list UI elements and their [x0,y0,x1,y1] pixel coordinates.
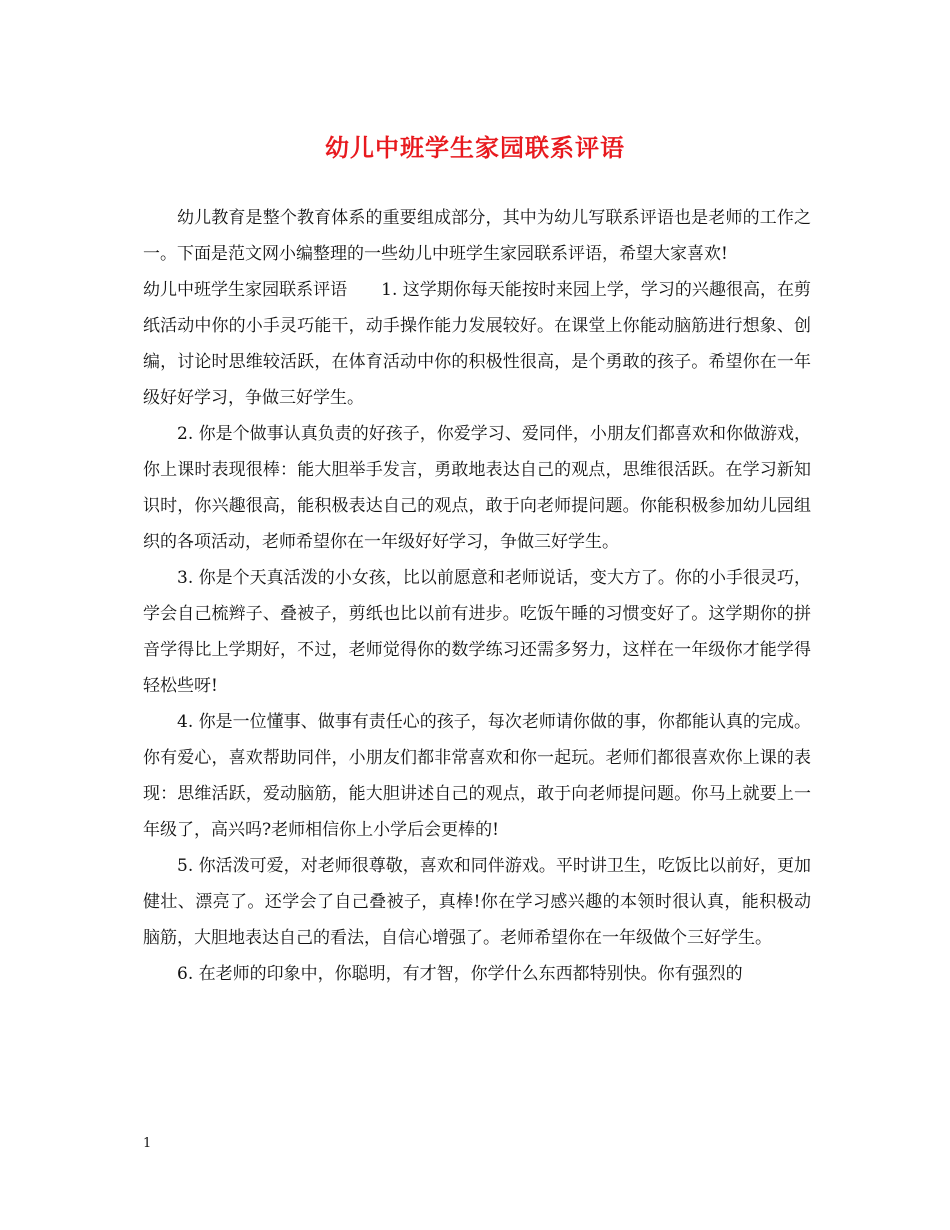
intro-paragraph: 幼儿教育是整个教育体系的重要组成部分，其中为幼儿写联系评语也是老师的工作之一。下面是范文网小编整理的一些幼儿中班学生家园联系评语，希望大家喜欢! [143,208,811,264]
first-item-paragraph [143,272,811,416]
comment-item-1: 1. 这学期你每天能按时来园上学，学习的兴趣很高，在剪纸活动中你的小手灵巧能干，动手操作能力发展较好。在课堂上你能动脑筋进行想象、创编，讨论时思维较活跃，在体育活动中你的积极性很高，是个勇敢的孩子。希望你在一年级好好学习，争做三好学生。 [143,280,811,408]
comment-item-4: 4. 你是一位懂事、做事有责任心的孩子，每次老师请你做的事，你都能认真的完成。你有爱心，喜欢帮助同伴，小朋友们都非常喜欢和你一起玩。老师们都很喜欢你上课的表现：思维活跃，爱动脑筋，能大胆讲述自己的观点，敢于向老师提问题。你马上就要上一年级了，高兴吗?老师相信你上小学后会更棒的! [143,712,811,840]
page-number: 1 [143,1136,152,1151]
document-title: 幼儿中班学生家园联系评语 [325,133,625,162]
document-body [143,200,811,992]
comment-item-3: 3. 你是个天真活泼的小女孩，比以前愿意和老师说话，变大方了。你的小手很灵巧，学会自己梳辫子、叠被子，剪纸也比以前有进步。吃饭午睡的习惯变好了。这学期你的拼音学得比上学期好，不过，老师觉得你的数学练习还需多努力，这样在一年级你才能学得轻松些呀! [143,568,811,696]
comment-item-2: 2. 你是个做事认真负责的好孩子，你爱学习、爱同伴，小朋友们都喜欢和你做游戏，你上课时表现很棒：能大胆举手发言，勇敢地表达自己的观点，思维很活跃。在学习新知识时，你兴趣很高，能积极表达自己的观点，敢于向老师提问题。你能积极参加幼儿园组织的各项活动，老师希望你在一年级好好学习，争做三好学生。 [143,424,811,552]
comment-item-6: 6. 在老师的印象中，你聪明，有才智，你学什么东西都特别快。你有强烈的 [177,964,743,984]
comment-item-5: 5. 你活泼可爱，对老师很尊敬，喜欢和同伴游戏。平时讲卫生，吃饭比以前好，更加健壮、漂亮了。还学会了自己叠被子，真棒!你在学习感兴趣的本领时很认真，能积极动脑筋，大胆地表达自己的看法，自信心增强了。老师希望你在一年级做个三好学生。 [143,856,811,948]
section-heading: 幼儿中班学生家园联系评语 [143,280,348,300]
